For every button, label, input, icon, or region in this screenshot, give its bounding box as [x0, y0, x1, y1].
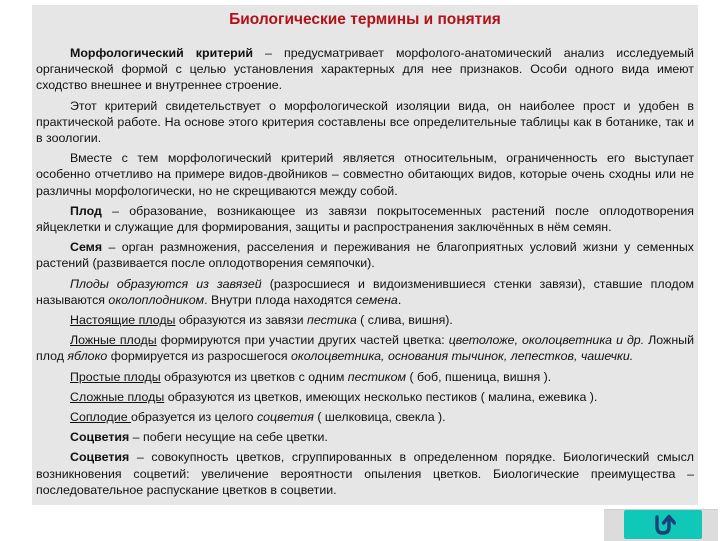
paragraph-text: ( шелковица, свекла ). [313, 410, 446, 425]
term-underlined: Ложные плоды [70, 333, 157, 348]
paragraph-text: образуется из целого [131, 410, 257, 425]
term-italic: семена [355, 292, 398, 307]
term-italic: пестиком [347, 369, 407, 384]
slide-content [32, 5, 698, 505]
paragraph-inflorescence-shoots [36, 429, 694, 445]
paragraph-text: формируется из разросшегося [107, 349, 292, 364]
return-button[interactable] [624, 510, 702, 539]
paragraph-fruit [36, 203, 694, 235]
paragraph-criterion-isolation: Этот критерий свидетельствует о морфологической изоляции вида, он наиболее прост и удобен в практической работе. На основе этого критерия составлены все определительные таблицы как в ботанике, так и в зоологии. [36, 98, 694, 146]
paragraph-infructescence [36, 409, 694, 425]
paragraph-text: образуются из цветков, имеющих несколько пестиков ( малина, ежевика ). [164, 389, 598, 404]
body-text [36, 45, 694, 502]
term-underlined: Сложные плоды [70, 389, 165, 404]
term-underlined: Настоящие плоды [70, 313, 176, 328]
paragraph-inflorescence-definition [36, 449, 694, 498]
term-bold: Семя [70, 240, 103, 255]
term-underlined: Соплодие [70, 410, 132, 425]
paragraph-criterion-relative: Вместе с тем морфологический критерий является относительным, ограниченность его выступает особенно отчетливо на примере видов-двойников – совместно обитающих видов, которые очень сходны или не различны морфологически, но не скрещиваются между собой. [36, 151, 694, 198]
paragraph-text: – совокупность цветков, сгруппированных в определенном порядке. Биологический смысл возникновения соцветий: увеличение вероятности опыления цветков. Биологические преимущества – последовательное распускание цветков в соцветии. [36, 450, 694, 497]
term-italic: околоплодником [108, 292, 205, 307]
paragraph-true-fruits [36, 312, 694, 328]
term-italic: цветоложе, околоцветника и др. [448, 333, 645, 348]
term-italic: яблоко [67, 349, 108, 364]
paragraph-false-fruits [36, 332, 694, 364]
paragraph-text: ( слива, вишня). [356, 313, 453, 328]
term-bold: Морфологический критерий [70, 46, 253, 60]
paragraph-text: образуются из завязи [175, 313, 307, 328]
term-italic: соцветия [256, 410, 314, 425]
term-italic: пестика [307, 313, 357, 328]
paragraph-text: – образование, возникающее из завязи покрытосеменных растений после оплодотворения яйцеклетки и служащие для формирования, защиты и распространения заключённых в нём семян. [36, 203, 694, 235]
paragraph-seed [36, 239, 694, 271]
paragraph-compound-fruits [36, 389, 694, 405]
paragraph-text: – предусматривает морфолого-анатомический анализ исследуемый органической формой с целью установления характерных для нее признаков. Особи одного вида имеют сходство внешнее и внутреннее строение. [36, 46, 694, 93]
paragraph-text: Ложный плод [36, 333, 695, 364]
paragraph-text: . Внутри плода находятся [204, 292, 356, 307]
term-underlined: Простые плоды [70, 369, 161, 384]
page-title: Биологические термины и понятия [229, 11, 501, 28]
return-arrow-icon [650, 514, 676, 536]
term-bold: Соцветия [70, 430, 130, 445]
term-bold: Соцветия [70, 450, 130, 465]
paragraph-morphological-criterion [36, 45, 694, 94]
paragraph-text: – орган размножения, расселения и переживания не благоприятных условий жизни у семенных растений (развивается после оплодотворения семяпочки). [36, 240, 694, 271]
term-italic: Плоды образуются из завязей [70, 276, 262, 291]
term-bold: Плод [70, 203, 102, 218]
paragraph-text: образуются из цветков с одним [160, 369, 348, 384]
paragraph-text: (разросшиеся и видоизменившиеся стенки завязи), ставшие плодом называются [36, 276, 694, 307]
term-italic: околоцветника, основания тычинок, лепестков, чашечки. [291, 349, 634, 364]
paragraph-simple-fruits [36, 369, 694, 385]
paragraph-text: . [397, 292, 402, 307]
paragraph-text: – побеги несущие на себе цветки. [129, 430, 328, 445]
paragraph-fruits-from-ovary [36, 276, 694, 308]
paragraph-text: формируются при участии других частей цветка: [156, 333, 449, 348]
paragraph-text: ( боб, пшеница, вишня ). [406, 369, 552, 384]
